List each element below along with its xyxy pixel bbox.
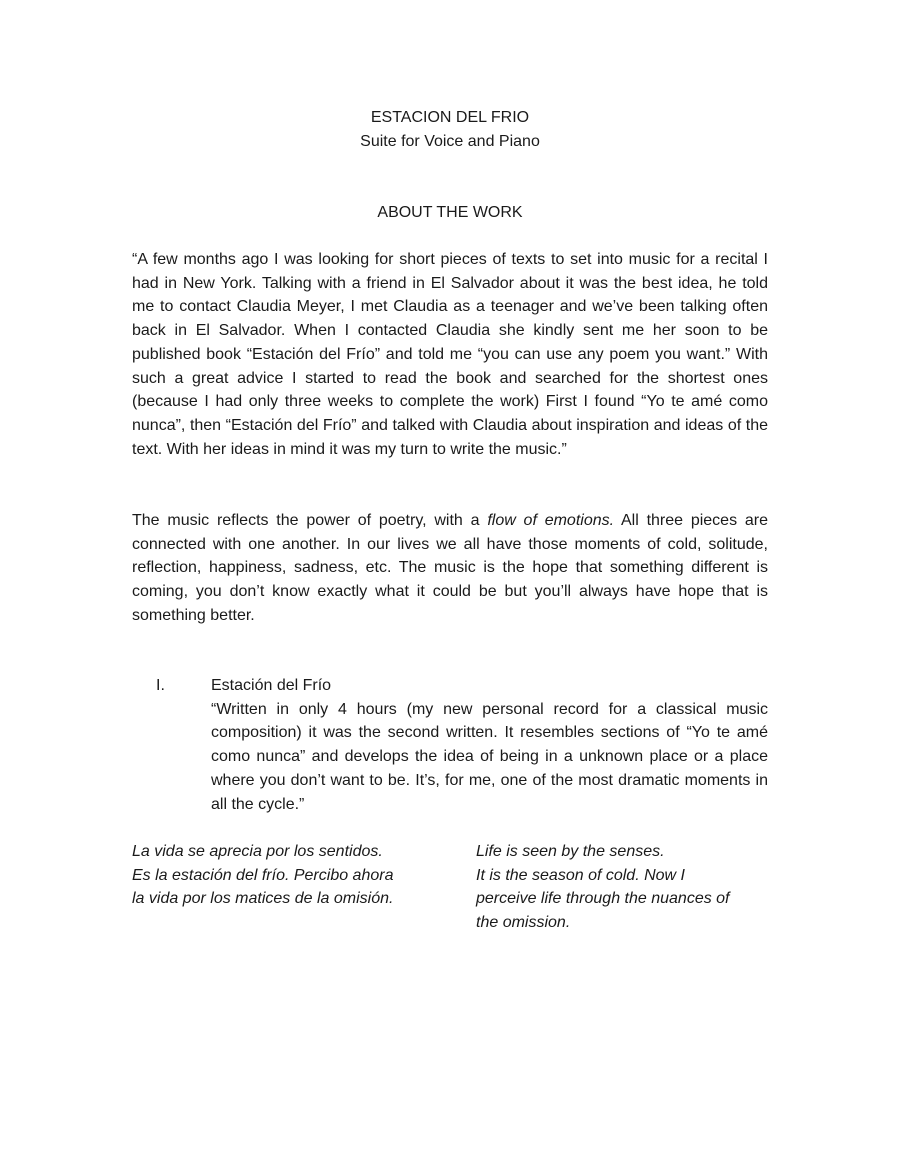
section-heading: ABOUT THE WORK bbox=[377, 204, 523, 221]
movement-number: I. bbox=[156, 677, 165, 694]
paragraph-about-music bbox=[132, 509, 768, 628]
movement-title: Estación del Frío bbox=[211, 677, 332, 694]
poem-line: la vida por los matices de la omisión. bbox=[132, 890, 394, 908]
poem-line: It is the season of cold. Now I bbox=[476, 866, 685, 884]
poem-line: the omission. bbox=[476, 914, 571, 932]
paragraph-emphasis: flow of emotions. bbox=[487, 512, 615, 529]
poem-spanish bbox=[132, 840, 452, 911]
paragraph-about-origin: “A few months ago I was looking for short pieces of texts to set into music for a recital I had in New York. Talking with a friend in El Salvador about it was the best idea, he told me to contact Claudia Meyer, I met Claudia as a teenager and we’ve been talking often back in El Salvador. When I contacted Claudia she kindly sent me her soon to be published book “Estación del Frío” and told me “you can use any poem you want.” With such a great advice I started to read the book and searched for the shortest ones (because I had only three weeks to complete the work) First I found “Yo te amé como nunca”, then “Estación del Frío” and talked with Claudia about inspiration and ideas of the text. With her ideas in mind it was my turn to write the music.” bbox=[132, 251, 768, 458]
poem-line: Es la estación del frío. Percibo ahora bbox=[132, 866, 394, 884]
poem-line: perceive life through the nuances of bbox=[476, 890, 730, 908]
paragraph-text-before: The music reflects the power of poetry, with a bbox=[132, 512, 488, 529]
paragraph-text-after: All three pieces are connected with one another. In our lives we all have those moments of cold, solitude, reflection, happiness, sadness, etc. The music is the hope that something different is coming, you don’t know exactly what it could be but you’ll always have hope that is something better. bbox=[132, 512, 768, 624]
poem-english bbox=[476, 840, 768, 935]
poem-line: La vida se aprecia por los sentidos. bbox=[132, 843, 383, 860]
document-subtitle: Suite for Voice and Piano bbox=[360, 133, 540, 150]
poem-line: Life is seen by the senses. bbox=[476, 843, 665, 860]
movement-description: “Written in only 4 hours (my new personal record for a classical music composition) it was the second written. It resembles sections of “Yo te amé como nunca” and develops the idea of being in a unknown place or a place where you don’t want to be. It’s, for me, one of the most dramatic moments in all the cycle.” bbox=[211, 700, 768, 813]
document-title: ESTACION DEL FRIO bbox=[370, 109, 530, 126]
title-block bbox=[0, 106, 900, 154]
